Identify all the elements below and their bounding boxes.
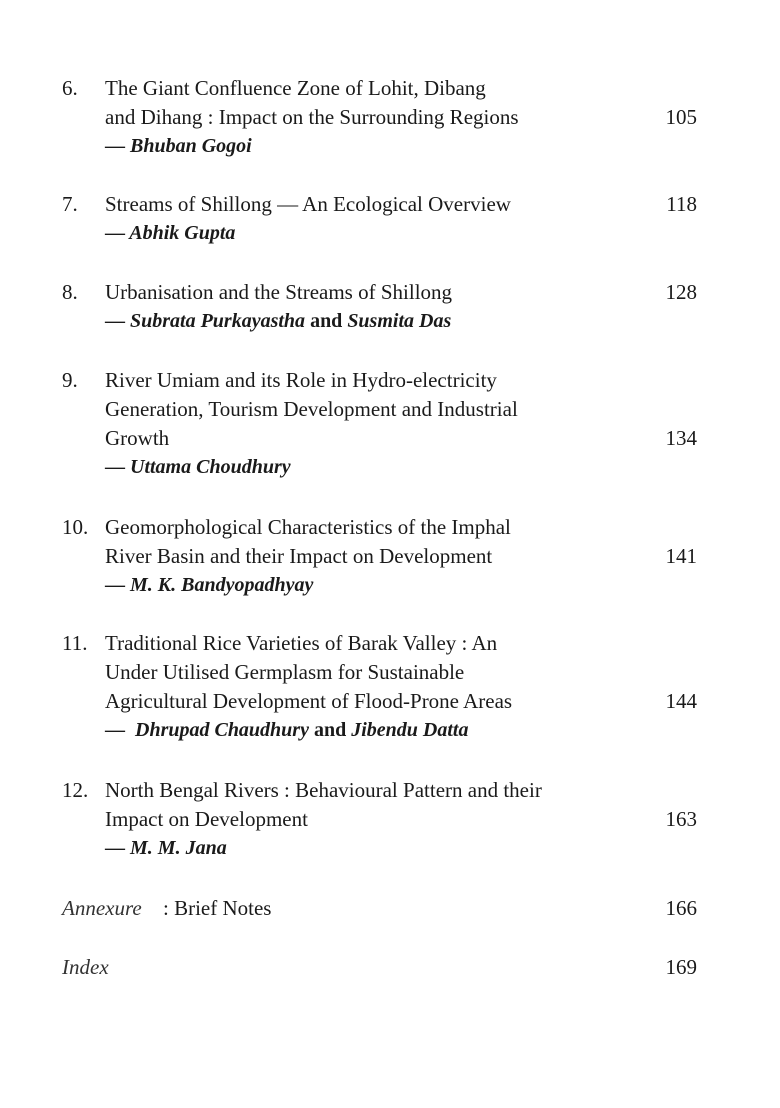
page-number: 144 <box>665 689 697 713</box>
author-dash: — <box>105 456 125 478</box>
entry-title-line: North Bengal Rivers : Behavioural Pattern and their <box>105 778 542 802</box>
page-number: 128 <box>665 280 697 304</box>
entry-author-line <box>105 219 645 248</box>
page-number: 118 <box>666 192 697 216</box>
entry-body <box>105 776 645 863</box>
entry-title-line: Impact on Development <box>105 807 308 831</box>
entry-title-line: Growth <box>105 426 170 450</box>
entry-title-line: Agricultural Development of Flood-Prone Areas <box>105 689 513 713</box>
page-number: 141 <box>665 544 697 568</box>
entry-title-line: Geomorphological Characteristics of the Imphal <box>105 515 511 539</box>
page-number: 166 <box>665 896 697 920</box>
author-name: Uttama Choudhury <box>130 456 291 478</box>
entry-body <box>105 366 645 482</box>
entry-number: 9. <box>62 368 78 392</box>
author-dash: — <box>105 310 125 332</box>
page-number: 105 <box>665 105 697 129</box>
annexure-label: Annexure <box>62 896 142 920</box>
author-dash: — <box>105 837 125 859</box>
author-dash: — <box>105 135 125 157</box>
index-label: Index <box>62 955 109 979</box>
page-number: 163 <box>665 807 697 831</box>
entry-author-line <box>105 132 645 161</box>
entry-title-line: The Giant Confluence Zone of Lohit, Dibang <box>105 76 486 100</box>
entry-body <box>105 74 645 161</box>
author-name: M. K. Bandyopadhyay <box>130 574 314 596</box>
author-conjunction: and <box>313 719 347 741</box>
author-dash: — <box>105 574 125 596</box>
page-number: 134 <box>665 426 697 450</box>
entry-title-line: Generation, Tourism Development and Industrial <box>105 397 518 421</box>
author-dash: — <box>105 719 125 741</box>
author-name: Subrata Purkayastha <box>130 310 306 332</box>
entry-author-line <box>105 571 645 600</box>
entry-title-line: Under Utilised Germplasm for Sustainable <box>105 660 465 684</box>
entry-number: 7. <box>62 192 78 216</box>
author-name: Dhrupad Chaudhury <box>135 719 309 741</box>
entry-title-line: River Basin and their Impact on Development <box>105 544 493 568</box>
author-name: Jibendu Datta <box>351 719 469 741</box>
entry-body <box>105 513 645 600</box>
author-dash: — <box>105 222 125 244</box>
entry-author-line <box>105 834 645 863</box>
entry-number: 12. <box>62 778 89 802</box>
author-name: M. M. Jana <box>130 837 227 859</box>
annexure-title: : Brief Notes <box>163 896 272 920</box>
author-name: Abhik Gupta <box>129 222 236 244</box>
author-name: Bhuban Gogoi <box>130 135 252 157</box>
entry-number: 8. <box>62 280 78 304</box>
entry-title-line: Streams of Shillong — An Ecological Overview <box>105 192 511 216</box>
entry-title-line: Traditional Rice Varieties of Barak Valley : An <box>105 631 498 655</box>
entry-author-line <box>105 453 645 482</box>
entry-body <box>105 190 645 248</box>
entry-author-line <box>105 716 645 745</box>
entry-body <box>105 629 645 745</box>
entry-author-line <box>105 307 645 336</box>
entry-title-line: Urbanisation and the Streams of Shillong <box>105 280 453 304</box>
entry-number: 11. <box>62 631 88 655</box>
page-number: 169 <box>665 955 697 979</box>
entry-number: 10. <box>62 515 89 539</box>
entry-title-line: River Umiam and its Role in Hydro-electricity <box>105 368 497 392</box>
entry-body <box>105 278 645 336</box>
entry-title-line: and Dihang : Impact on the Surrounding Regions <box>105 105 519 129</box>
author-name: Susmita Das <box>347 310 452 332</box>
author-conjunction: and <box>310 310 343 332</box>
entry-number: 6. <box>62 76 78 100</box>
